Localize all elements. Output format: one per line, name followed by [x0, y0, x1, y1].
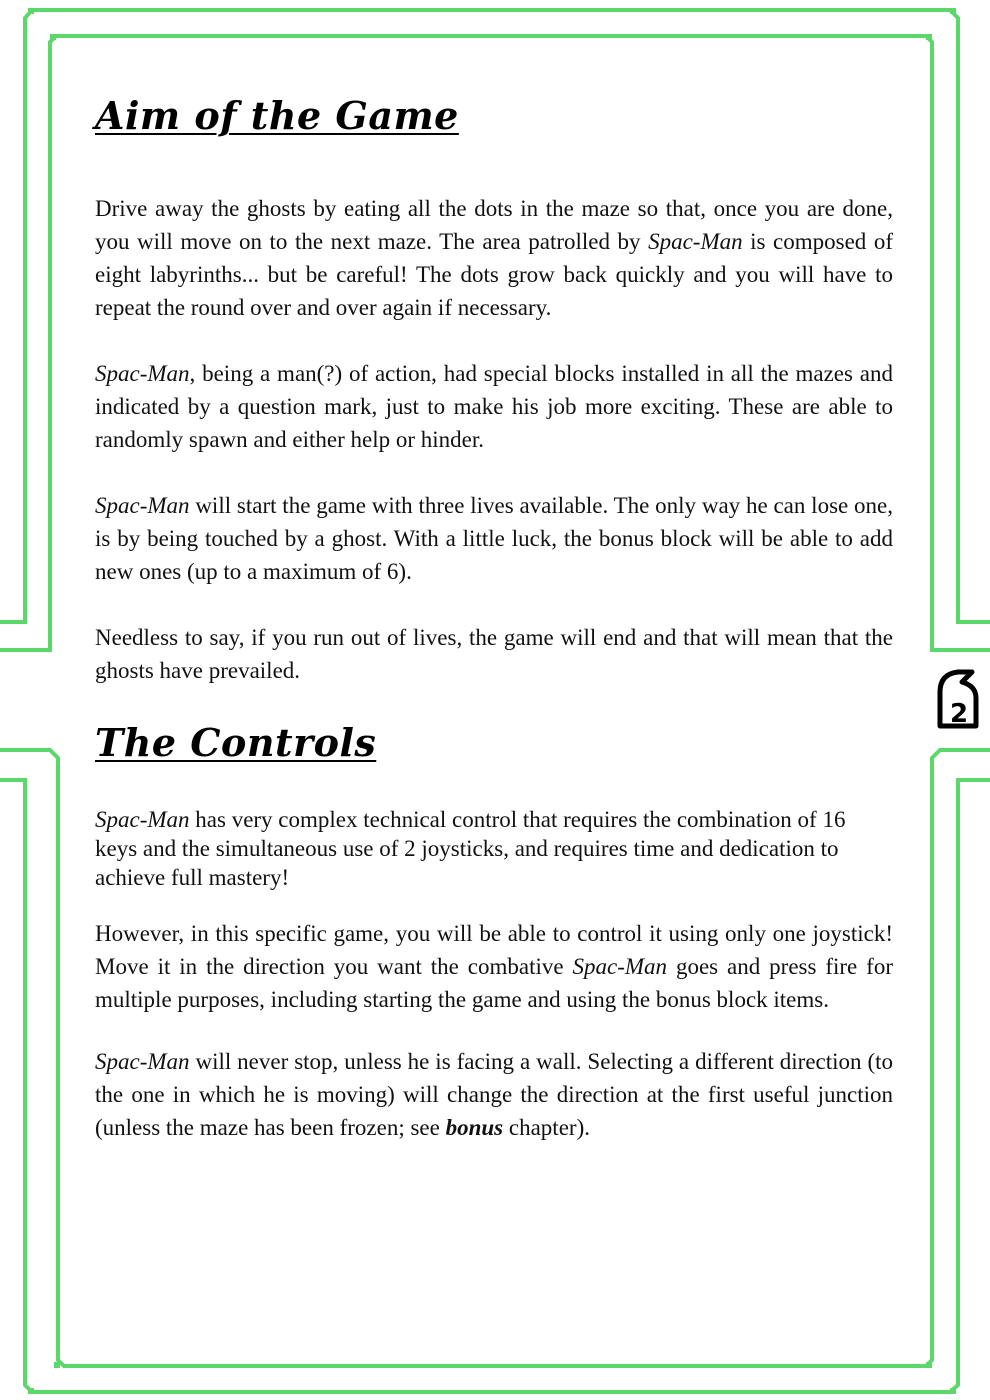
spac-man-name: Spac-Man	[95, 1049, 190, 1074]
aim-paragraph-1: Drive away the ghosts by eating all the dots in the maze so that, once you are done, you will move on to the next maze. The area patrolled by Spac-Man is composed of eight labyrinths... but be careful! The dots grow back quickly and you will have to repeat the round over and over again if necessary.	[95, 196, 894, 320]
aim-paragraph-2: Spac-Man, being a man(?) of action, had special blocks installed in all the mazes and indicated by a question mark, just to make his job more exciting. These are able to randomly spawn and either help or hinder.	[95, 361, 893, 452]
aim-paragraph-4: Needless to say, if you run out of lives, the game will end and that will mean that the ghosts have prevailed.	[95, 625, 893, 683]
aim-heading: Aim of the Game	[95, 93, 459, 138]
aim-paragraph-3: Spac-Man will start the game with three lives available. The only way he can lose one, is by being touched by a ghost. With a little luck, the bonus block will be able to add new ones (up to a maximum of 6).	[95, 493, 893, 584]
page-number: 2	[949, 699, 969, 729]
spac-man-name: Spac-Man	[95, 361, 190, 386]
spac-man-name: Spac-Man	[95, 807, 190, 832]
controls-paragraph-3: Spac-Man will never stop, unless he is facing a wall. Selecting a different direction (to the one in which he is moving) will change the direction at the first useful junction (unless the maze has been frozen; see bonus chapter).	[95, 1049, 893, 1140]
spac-man-name: Spac-Man	[572, 954, 668, 979]
aim-of-the-game-section	[95, 90, 893, 687]
bonus-keyword: bonus	[445, 1115, 504, 1140]
controls-section	[95, 717, 893, 1144]
controls-paragraph-1: Spac-Man has very complex technical control that requires the combination of 16 keys and the simultaneous use of 2 joysticks, and requires time and dedication to achieve full mastery!	[95, 807, 846, 890]
spac-man-name: Spac-Man	[648, 229, 743, 254]
page-number-badge	[932, 668, 982, 730]
spac-man-name: Spac-Man	[95, 493, 190, 518]
controls-paragraph-2: However, in this specific game, you will be able to control it using only one joystick! Move it in the direction you want the combative Spac-Man goes and press fire for multiple purposes, including starting the game and using the bonus block items.	[95, 921, 893, 1012]
controls-heading: The Controls	[95, 720, 377, 765]
page-content	[95, 90, 893, 1144]
